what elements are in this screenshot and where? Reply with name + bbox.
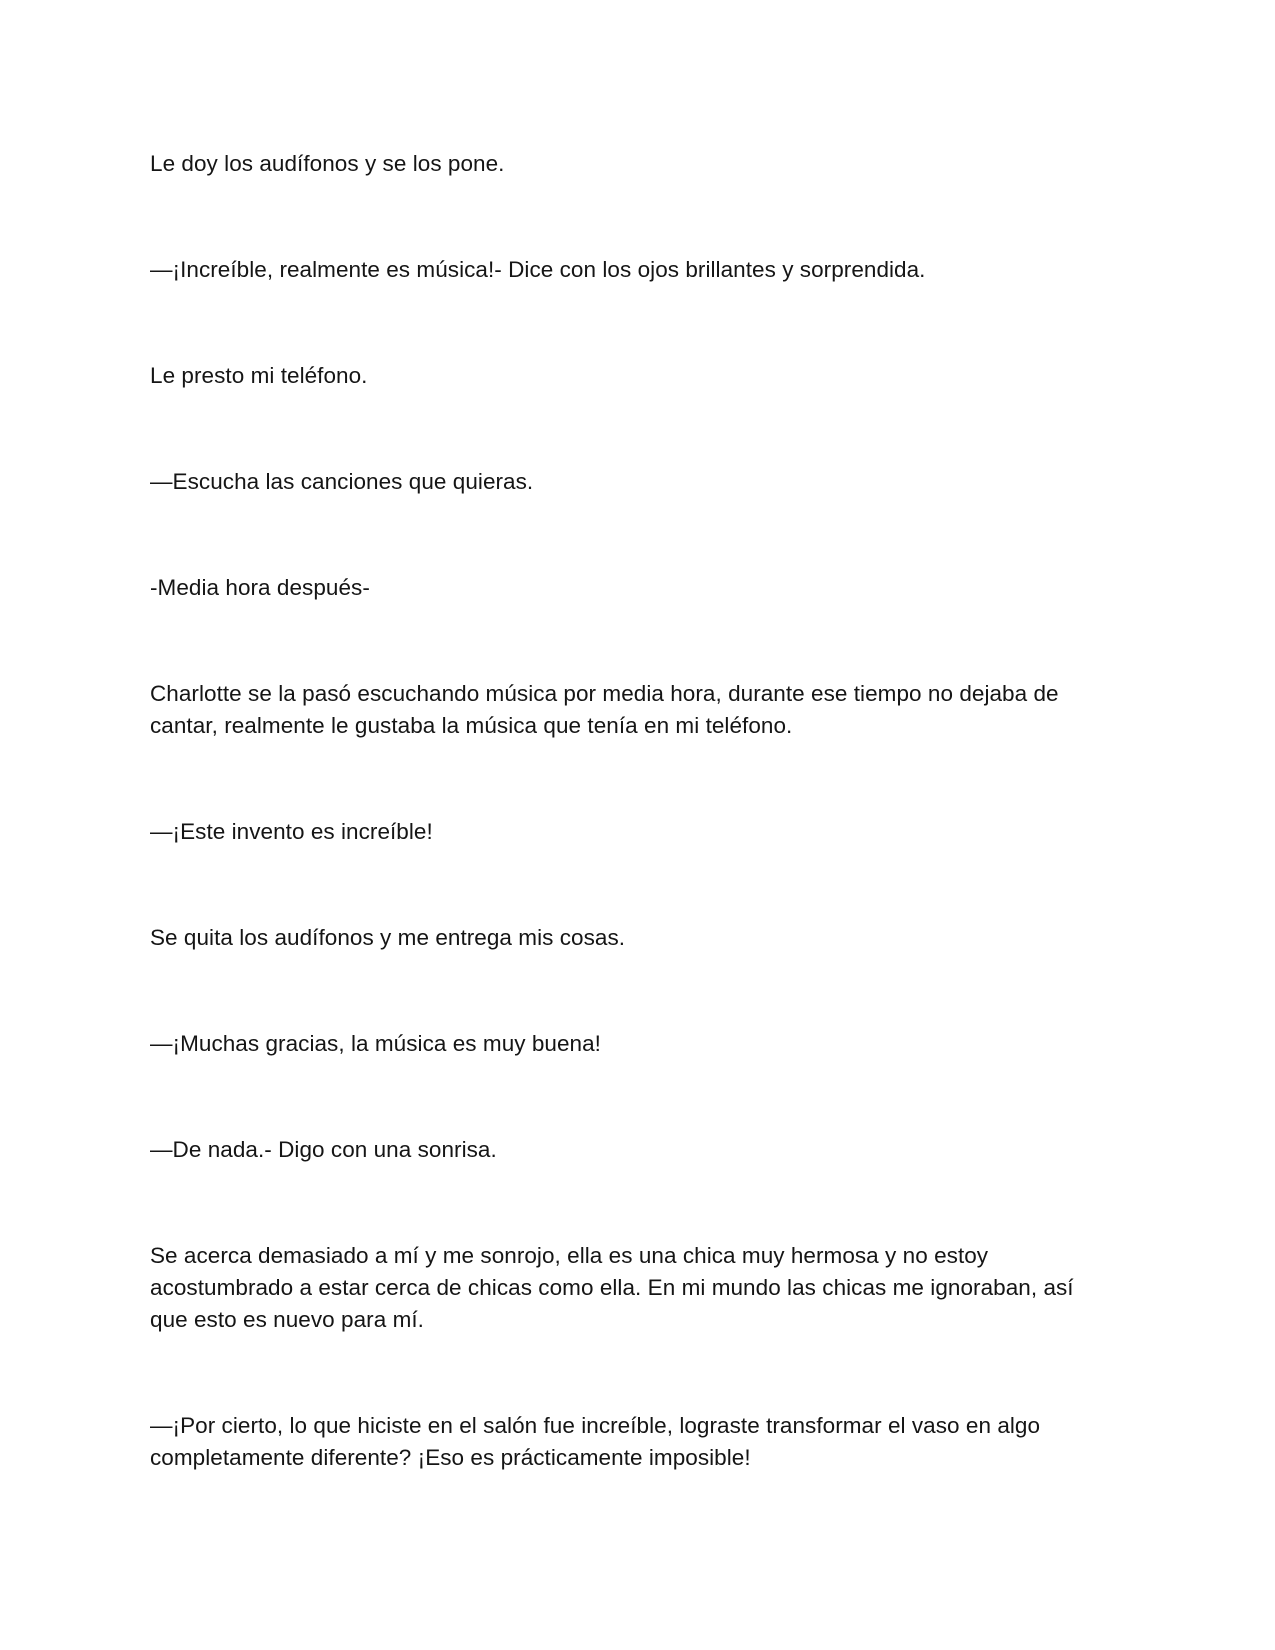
paragraph: —¡Increíble, realmente es música!- Dice con los ojos brillantes y sorprendida. (150, 257, 926, 282)
paragraph: -Media hora después- (150, 575, 370, 600)
paragraph: —¡Este invento es increíble! (150, 819, 433, 844)
paragraph: —¡Muchas gracias, la música es muy buena! (150, 1031, 601, 1056)
paragraph: —De nada.- Digo con una sonrisa. (150, 1137, 497, 1162)
paragraph: —Escucha las canciones que quieras. (150, 469, 534, 494)
paragraph: —¡Por cierto, lo que hiciste en el salón fue increíble, lograste transformar el vaso en algo completamente diferente? ¡Eso es prácticamente imposible! (150, 1413, 1041, 1470)
paragraph: Se quita los audífonos y me entrega mis cosas. (150, 925, 626, 950)
paragraph: Charlotte se la pasó escuchando música por media hora, durante ese tiempo no dejaba de cantar, realmente le gustaba la música que tenía en mi teléfono. (150, 681, 1059, 738)
paragraph: Le doy los audífonos y se los pone. (150, 151, 505, 176)
paragraph: Se acerca demasiado a mí y me sonrojo, ella es una chica muy hermosa y no estoy acostumbrado a estar cerca de chicas como ella. En mi mundo las chicas me ignoraban, así que esto es nuevo para mí. (150, 1243, 1074, 1332)
paragraph: Le presto mi teléfono. (150, 363, 368, 388)
